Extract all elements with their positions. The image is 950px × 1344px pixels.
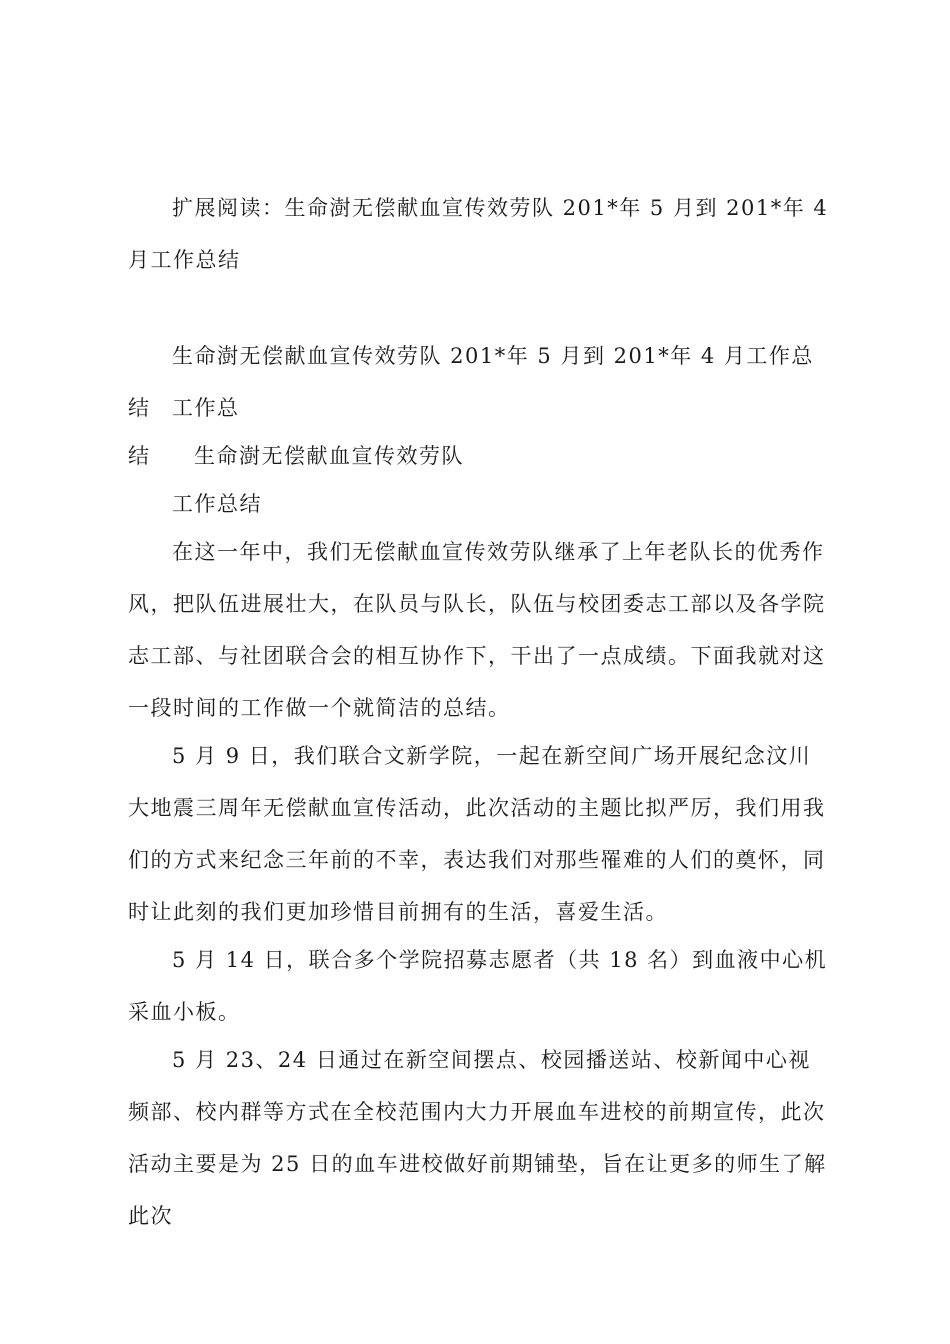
extended-reading-title: 扩展阅读：生命澍无偿献血宣传效劳队 201*年 5 月到 201*年 4 月工作总结 — [128, 196, 829, 272]
team-name: 生命澍无偿献血宣传效劳队 — [194, 444, 464, 468]
summary-char: 结 — [128, 444, 151, 468]
paragraph-may-14: 5 月 14 日，联合多个学院招募志愿者（共 18 名）到血液中心机采血小板。 — [128, 948, 828, 1024]
work-summary-heading: 工作总结 — [172, 492, 262, 516]
paragraph-may-23: 5 月 23、24 日通过在新空间摆点、校园播送站、校新闻中心视频部、校内群等方式在全校范围内大力开展血车进校的前期宣传，此次活动主要是为 25 日的血车进校做好前期铺垫，旨在让更多的师生了解此次 — [128, 1048, 827, 1228]
document-title: 生命澍无偿献血宣传效劳队 201*年 5 月到 201*年 4 月工作总结 — [128, 344, 814, 420]
team-heading-line — [128, 430, 833, 482]
work-summary-partial: 工作总 — [172, 396, 240, 420]
paragraph-intro: 在这一年中，我们无偿献血宣传效劳队继承了上年老队长的优秀作风，把队伍进展壮大，在队员与队长，队伍与校团委志工部以及各学院志工部、与社团联合会的相互协作下，干出了一点成绩。下面我就对这一段时间的工作做一个就简洁的总结。 — [128, 540, 826, 720]
paragraph-may-9: 5 月 9 日，我们联合文新学院，一起在新空间广场开展纪念汶川大地震三周年无偿献血宣传活动，此次活动的主题比拟严厉，我们用我们的方式来纪念三年前的不幸，表达我们对那些罹难的人们的奠怀，同时让此刻的我们更加珍惜目前拥有的生活，喜爱生活。 — [128, 744, 826, 924]
